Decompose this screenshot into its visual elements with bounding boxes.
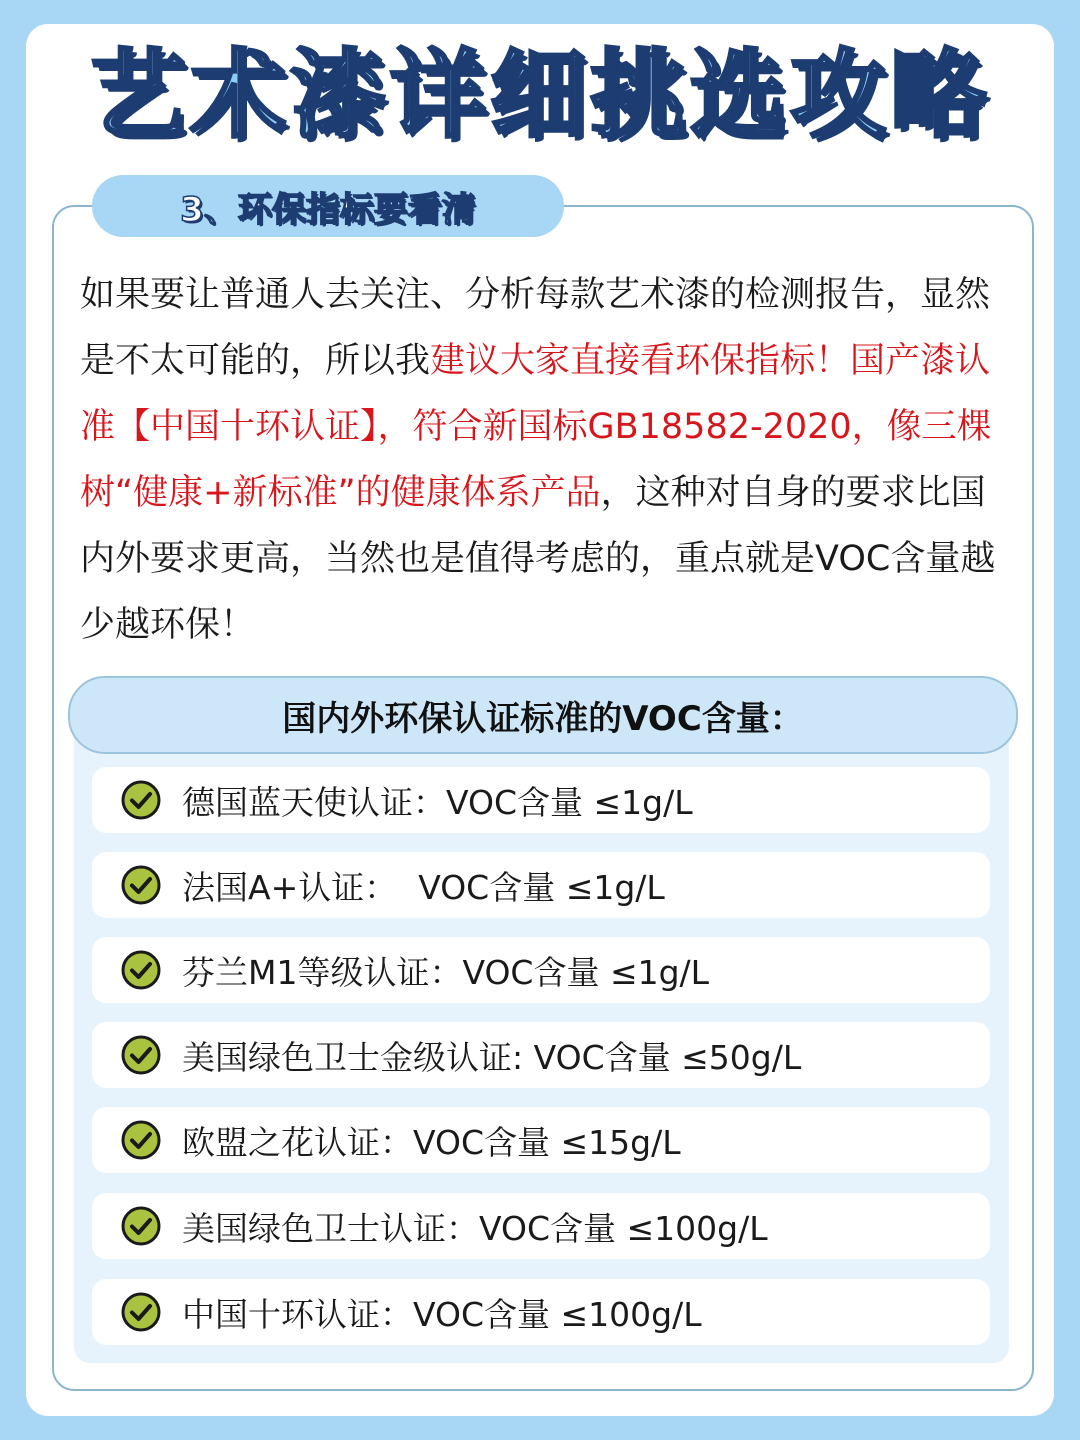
standard-text: 德国蓝天使认证：VOC含量 ≤1g/L [182,782,693,822]
standard-text: 欧盟之花认证：VOC含量 ≤15g/L [182,1122,681,1162]
paragraph-text-end: ，这种对自身的要求比国内外要求更高，当然也是值得考虑的，重点就是VOC含量越少越环保！ [80,473,996,645]
standard-text: 中国十环认证：VOC含量 ≤100g/L [182,1294,702,1334]
check-circle-icon [120,1291,162,1333]
standard-text: 美国绿色卫士金级认证: VOC含量 ≤50g/L [182,1037,802,1077]
list-item [92,852,990,918]
page-title: 艺术漆详细挑选攻略 [90,39,990,151]
check-circle-icon [120,864,162,906]
check-circle-icon [120,949,162,991]
list-item [92,767,990,833]
list-item [92,1279,990,1345]
list-item [92,1193,990,1259]
check-circle-icon [120,1034,162,1076]
list-item [92,1107,990,1173]
check-circle-icon [120,1119,162,1161]
standards-header: 国内外环保认证标准的VOC含量： [68,676,1018,754]
check-circle-icon [120,1205,162,1247]
paragraph-highlight: 建议大家直接看环保指标！国产漆认准【中国十环认证】，符合新国标GB18582-2020，像三棵树“健康+新标准”的健康体系产品 [80,341,992,513]
list-item [92,1022,990,1088]
list-item [92,937,990,1003]
section-heading: 3、环保指标要看清 [92,175,564,237]
standard-text: 芬兰M1等级认证：VOC含量 ≤1g/L [182,952,710,992]
standard-text: 美国绿色卫士认证：VOC含量 ≤100g/L [182,1208,768,1248]
check-circle-icon [120,779,162,821]
intro-paragraph [80,262,1005,658]
paragraph-text: 如果要让普通人去关注、分析每款艺术漆的检测报告，显然是不太可能的，所以我 [80,275,991,381]
standard-text: 法国A+认证： VOC含量 ≤1g/L [182,867,665,907]
